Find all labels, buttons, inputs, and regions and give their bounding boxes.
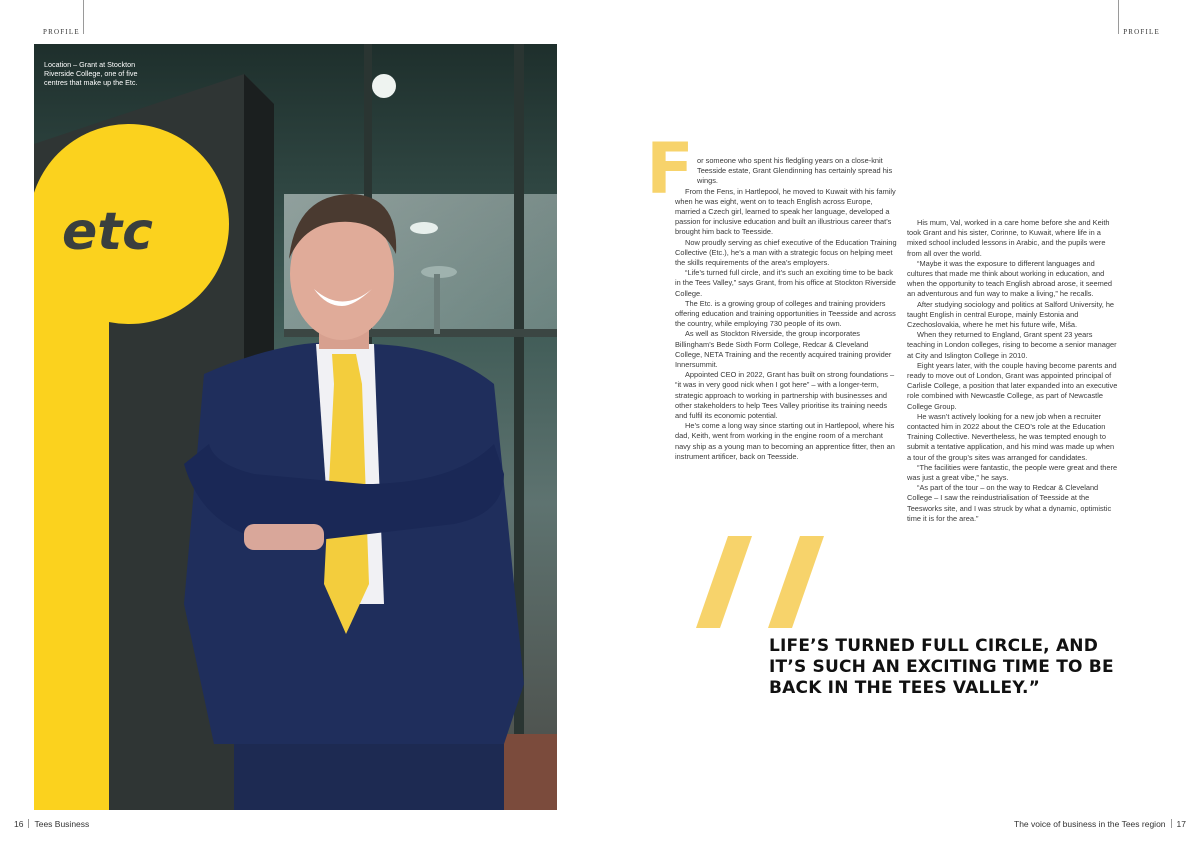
article-column-2 — [907, 218, 1119, 524]
photo-caption: Location – Grant at Stockton Riverside College, one of five centres that make up the Etc. — [44, 60, 138, 87]
paragraph: or someone who spent his fledgling years on a close-knit Teesside estate, Grant Glendinning has certainly spread his wings. — [697, 156, 893, 186]
paragraph: Now proudly serving as chief executive of the Education Training Collective (Etc.), he’s a man with a strategic focus on helping meet the skills requirements of the area’s employers. — [675, 237, 897, 268]
footer-divider — [28, 819, 29, 828]
running-head-left: PROFILE — [43, 28, 80, 36]
footer-left — [14, 819, 89, 829]
quote-marks-icon — [696, 536, 826, 628]
drop-cap-glyph: F — [646, 137, 694, 195]
header-divider-right — [1118, 0, 1119, 34]
pull-quote: LIFE’S TURNED FULL CIRCLE, AND IT’S SUCH AN EXCITING TIME TO BE BACK IN THE TEES VALLEY.” — [769, 636, 1114, 698]
paragraph: “As part of the tour – on the way to Redcar & Cleveland College – I saw the reindustrialisation of Teesside at the Teesworks site, and I was struck by what a dynamic, optimistic time it is for the area.” — [907, 483, 1112, 523]
paragraph: “The facilities were fantastic, the people were great and there was just a great vibe,” he says. — [907, 462, 1118, 483]
paragraph: When they returned to England, Grant spent 23 years teaching in London colleges, rising to become a senior manager at City and Islington College in 2010. — [907, 330, 1117, 360]
paragraph: “Maybe it was the exposure to different languages and cultures that made me think about working in education, and when the opportunity to teach English abroad arose, it seemed an adventurous and fun way to make a living,” he recalls. — [907, 258, 1113, 299]
profile-photo — [34, 44, 557, 810]
publication-tagline: The voice of business in the Tees region — [1014, 819, 1166, 829]
footer-right — [1014, 819, 1186, 829]
paragraph: “Life’s turned full circle, and it’s such an exciting time to be back in the Tees Valley,” says Grant, from his office at Stockton Riverside College. — [675, 268, 896, 298]
article-column-1 — [675, 156, 897, 462]
paragraph: His mum, Val, worked in a care home before she and Keith took Grant and his sister, Corinne, to Kuwait, where life in a mixed school included lessons in Arabic, and the pupils were from all over the world. — [907, 218, 1110, 258]
paragraph: Appointed CEO in 2022, Grant has built on strong foundations – “it was in very good nick when I got here” – with a longer-term, strategic approach to working in partnership with businesses and other stakeholders to help Tees Valley prioritise its training needs and fulfil its economic potential. — [675, 370, 895, 421]
photo-illustration — [34, 44, 557, 810]
paragraph: From the Fens, in Hartlepool, he moved to Kuwait with his family when he was eight, went on to teach English across Europe, married a Czech girl, learned to speak her language, developed a passion for inclusive education and built an illustrious career that’s brought him back to Teesside. — [675, 186, 896, 237]
footer-divider — [1171, 819, 1172, 828]
running-head-right: PROFILE — [1123, 28, 1160, 36]
paragraph: Eight years later, with the couple having become parents and ready to move out of London, Grant was appointed principal of Carlisle College, a position that later expanded into an executive role combined with Newcastle College, as part of Newcastle College Group. — [907, 360, 1118, 411]
page-number-right: 17 — [1176, 819, 1186, 829]
publication-title: Tees Business — [34, 819, 90, 829]
sign-text: etc — [62, 202, 153, 262]
paragraph: He wasn’t actively looking for a new job when a recruiter contacted him in 2022 about the CEO’s role at the Education Training Collective. Nevertheless, he was tempted enough to submit a tentative application, and his mind was made up when a tour of the group’s sites was arranged for candidates. — [907, 411, 1115, 462]
paragraph: The Etc. is a growing group of colleges and training providers offering education and training opportunities in Teesside and across the country, while employing 730 people of its own. — [675, 298, 896, 329]
header-divider-left — [83, 0, 84, 34]
page-number-left: 16 — [14, 819, 24, 829]
paragraph: As well as Stockton Riverside, the group incorporates Billingham’s Bede Sixth Form College, Redcar & Cleveland College, NETA Training and the recently acquired training provider Innersummit. — [675, 329, 892, 370]
paragraph: He’s come a long way since starting out in Hartlepool, where his dad, Keith, went from working in the engine room of a merchant navy ship as a young man to becoming an apprentice fitter, then an instrument artificer, back on Teesside. — [675, 421, 895, 461]
paragraph: After studying sociology and politics at Salford University, he taught English in central Europe, mainly Estonia and Czechoslovakia, where he met his future wife, Miša. — [907, 299, 1115, 330]
